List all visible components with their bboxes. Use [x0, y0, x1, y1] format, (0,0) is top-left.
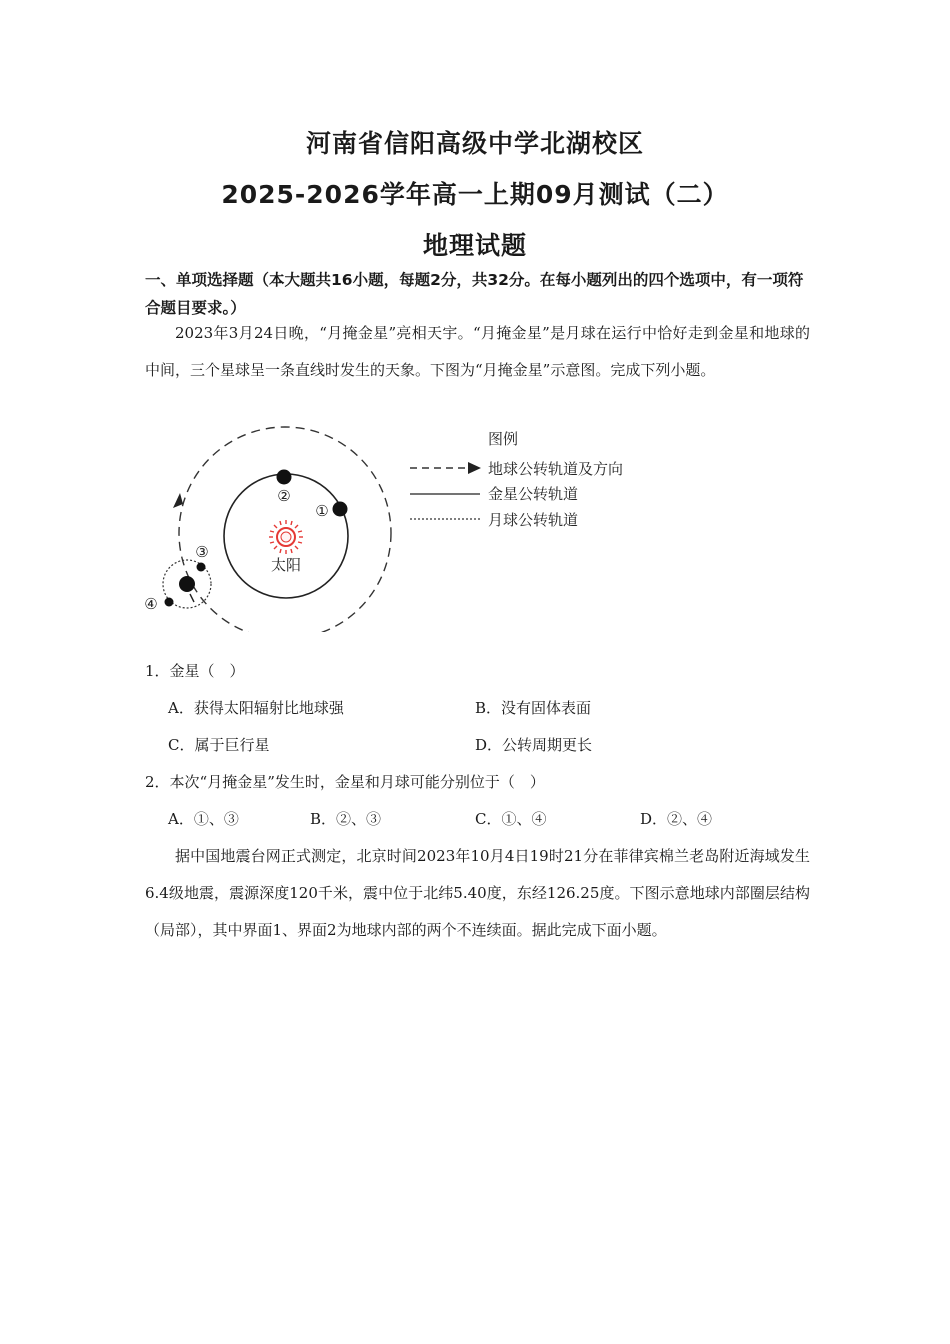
- q1-option-d[interactable]: D．公转周期更长: [475, 736, 593, 754]
- question-2-stem: 2．本次“月掩金星”发生时，金星和月球可能分别位于（ ）: [145, 773, 545, 791]
- legend-arrow-icon: [468, 462, 481, 474]
- q2-option-b[interactable]: B．②、③: [310, 810, 382, 828]
- position-2-label: ②: [277, 487, 291, 505]
- passage-1: 2023年3月24日晚，“月掩金星”亮相天宇。“月掩金星”是月球在运行中恰好走到金星和地球的中间，三个星球呈一条直线时发生的天象。下图为“月掩金星”示意图。完成下列小题。: [145, 324, 810, 379]
- subject-title: 地理试题: [422, 231, 527, 260]
- q2-option-a[interactable]: A．①、③: [168, 810, 239, 828]
- passage-2: 据中国地震台网正式测定，北京时间2023年10月4日19时21分在菲律宾棉兰老岛附近海域发生6.4级地震，震源深度120千米，震中位于北纬5.40度，东经126.25度。下图示意地球内部圈层结构（局部），其中界面1、界面2为地球内部的两个不连续面。据此完成下面小题。: [145, 847, 810, 939]
- question-1-stem: 1．金星（ ）: [145, 662, 245, 680]
- venus-position-1: [333, 502, 348, 517]
- venus-position-2: [277, 470, 292, 485]
- position-1-label: ①: [315, 502, 329, 520]
- orbit-direction-arrow-icon: [173, 493, 183, 508]
- exam-title: 2025-2026学年高一上期09月测试（二）: [221, 180, 729, 209]
- q1-option-b[interactable]: B．没有固体表面: [475, 699, 592, 717]
- legend-venus-label: 金星公转轨道: [488, 485, 579, 503]
- moon-position-4: [165, 598, 174, 607]
- legend-earth-label: 地球公转轨道及方向: [488, 460, 624, 478]
- sun-label: 太阳: [270, 556, 302, 574]
- school-title: 河南省信阳高级中学北湖校区: [305, 129, 644, 158]
- q1-option-a[interactable]: A．获得太阳辐射比地球强: [168, 699, 344, 717]
- earth-orbit: [179, 427, 391, 632]
- q2-option-d[interactable]: D．②、④: [640, 810, 713, 828]
- section-heading: 一、单项选择题（本大题共16小题，每题2分，共32分。在每小题列出的四个选项中，有一项符合题目要求。）: [145, 271, 804, 317]
- earth-icon: [179, 576, 195, 592]
- earth-tick-mark: [190, 594, 194, 602]
- position-3-label: ③: [195, 543, 209, 561]
- moon-position-3: [197, 563, 206, 572]
- q1-option-c[interactable]: C．属于巨行星: [168, 736, 270, 754]
- sun-icon: [269, 520, 303, 554]
- legend-title: 图例: [488, 430, 519, 448]
- position-4-label: ④: [144, 595, 158, 613]
- legend-moon-label: 月球公转轨道: [488, 511, 579, 529]
- q2-option-c[interactable]: C．①、④: [475, 810, 547, 828]
- moon-occults-venus-diagram: [140, 422, 660, 632]
